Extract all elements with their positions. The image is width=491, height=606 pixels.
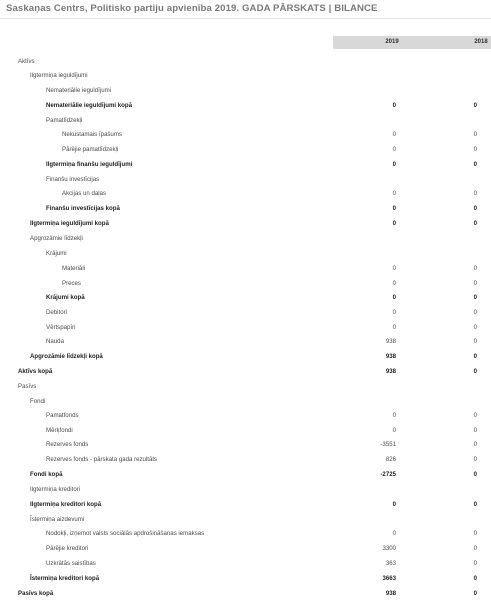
table-row (0, 588, 491, 602)
row-label: Uzkrātās saistības (46, 560, 96, 567)
row-label: Aktīvs kopā (18, 368, 53, 375)
table-row (0, 425, 491, 439)
value-2019: 938 (385, 590, 396, 597)
row-label: Nemateriālie ieguldījumi kopā (46, 102, 133, 109)
value-2019: 0 (392, 220, 396, 227)
table-row (0, 278, 491, 292)
value-2018: 0 (473, 501, 477, 508)
value-2018: 0 (473, 309, 477, 316)
table-row (0, 203, 491, 217)
table-row (0, 514, 491, 528)
value-2018: 0 (473, 280, 477, 287)
value-2019: 0 (392, 265, 396, 272)
row-label: Ilgtermiņa kreditori kopā (30, 501, 102, 508)
row-label: Īstermiņa kreditori kopā (30, 575, 100, 582)
table-row (0, 439, 491, 453)
value-2019: 0 (392, 412, 396, 419)
title-divider (0, 18, 491, 19)
value-2019: -2725 (380, 471, 396, 478)
row-label: Aktīvs (18, 58, 35, 65)
value-2019: 0 (392, 131, 396, 138)
row-label: Pasīvs kopā (18, 590, 54, 597)
table-row (0, 248, 491, 262)
value-2019: 363 (385, 560, 396, 567)
table-row (0, 188, 491, 202)
value-2019: 0 (392, 294, 396, 301)
row-label: Finanšu investīcijas (46, 176, 100, 183)
table-row (0, 543, 491, 557)
value-2019: 826 (385, 456, 396, 463)
table-row (0, 263, 491, 277)
value-2019: 938 (385, 368, 396, 375)
table-row (0, 469, 491, 483)
row-label: Pasīvs (18, 383, 37, 390)
row-label: Pārējie kreditori (46, 545, 89, 552)
table-row (0, 336, 491, 350)
value-2019: 0 (392, 501, 396, 508)
row-label: Krājumi kopā (46, 294, 85, 301)
row-label: Pamatlīdzekļi (46, 117, 83, 124)
row-label: Rezerves fonds (46, 441, 89, 448)
row-label: Ilgtermiņa finanšu ieguldījumi (46, 161, 133, 168)
value-2019: 938 (385, 353, 396, 360)
value-2018: 0 (473, 102, 477, 109)
table-row (0, 366, 491, 380)
row-label: Ilgtermiņa ieguldījumi kopā (30, 220, 109, 227)
table-row (0, 70, 491, 84)
row-label: Pamatfonds (46, 412, 79, 419)
value-2019: 0 (392, 427, 396, 434)
value-2018: 0 (473, 471, 477, 478)
table-row (0, 233, 491, 247)
row-label: Krājumi (46, 250, 67, 257)
column-header-2019: 2019 (385, 39, 399, 45)
table-row (0, 144, 491, 158)
row-label: Īstermiņa aizdevumi (30, 516, 85, 523)
row-label: Fondi (30, 398, 46, 405)
value-2019: 0 (392, 102, 396, 109)
row-label: Pārējie pamatlīdzekļi (62, 146, 119, 153)
value-2018: 0 (473, 338, 477, 345)
row-label: Apgrozāmie līdzekļi (30, 235, 83, 242)
row-label: Ilgtermiņa ieguldījumi (30, 72, 88, 79)
table-row (0, 484, 491, 498)
row-label: Nemateriālie ieguldījumi (46, 87, 112, 94)
table-row (0, 100, 491, 114)
table-row (0, 454, 491, 468)
table-row (0, 396, 491, 410)
row-label: Ilgtermiņa kreditori (30, 486, 81, 493)
row-label: Materiāli (62, 265, 86, 272)
value-2018: 0 (473, 353, 477, 360)
value-2018: 0 (473, 220, 477, 227)
row-label: Apgrozāmie līdzekļi kopā (30, 353, 103, 360)
table-row (0, 174, 491, 188)
value-2019: 0 (392, 309, 396, 316)
value-2019: 938 (385, 338, 396, 345)
value-2018: 0 (473, 294, 477, 301)
value-2018: 0 (473, 412, 477, 419)
table-row (0, 322, 491, 336)
value-2019: 3300 (382, 545, 396, 552)
table-row (0, 410, 491, 424)
value-2019: 0 (392, 190, 396, 197)
row-label: Debitori (46, 309, 67, 316)
row-label: Akcijas un daļas (62, 190, 107, 197)
value-2019: 0 (392, 161, 396, 168)
value-2018: 0 (473, 427, 477, 434)
value-2019: 3663 (382, 575, 396, 582)
table-row (0, 499, 491, 513)
value-2018: 0 (473, 205, 477, 212)
table-row (0, 218, 491, 232)
value-2018: 0 (473, 131, 477, 138)
table-row (0, 307, 491, 321)
table-row (0, 115, 491, 129)
table-row (0, 56, 491, 70)
row-label: Fondi kopā (30, 471, 63, 478)
table-row (0, 85, 491, 99)
table-row (0, 129, 491, 143)
table-row (0, 159, 491, 173)
value-2018: 0 (473, 560, 477, 567)
value-2018: 0 (473, 190, 477, 197)
table-row (0, 381, 491, 395)
row-label: Finanšu investīcijas kopā (46, 205, 120, 212)
row-label: Rezerves fonds - pārskata gada rezultāts (46, 456, 158, 463)
row-label: Nekustamais īpašums (62, 131, 122, 138)
value-2019: 0 (392, 146, 396, 153)
table-row (0, 573, 491, 587)
value-2018: 0 (473, 545, 477, 552)
table-row (0, 558, 491, 572)
row-label: Nauda (46, 338, 64, 345)
row-label: Preces (62, 280, 81, 287)
row-label: Nodokļi, izņemot valsts sociālās apdrošināšanas iemaksas (46, 530, 205, 537)
value-2018: 0 (473, 265, 477, 272)
value-2018: 0 (473, 441, 477, 448)
row-label: Vērtspapīri (46, 324, 76, 331)
row-label: Mērķfondi (46, 427, 73, 434)
column-header-2018: 2018 (474, 39, 488, 45)
table-row (0, 351, 491, 365)
value-2018: 0 (473, 575, 477, 582)
table-row (0, 292, 491, 306)
value-2018: 0 (473, 161, 477, 168)
value-2018: 0 (473, 146, 477, 153)
value-2018: 0 (473, 590, 477, 597)
table-row (0, 528, 491, 542)
value-2018: 0 (473, 530, 477, 537)
value-2019: 0 (392, 530, 396, 537)
value-2018: 0 (473, 324, 477, 331)
value-2019: -3551 (380, 441, 396, 448)
value-2019: 0 (392, 205, 396, 212)
value-2018: 0 (473, 368, 477, 375)
value-2018: 0 (473, 456, 477, 463)
report-title: Saskaņas Centrs, Politisko partiju apvienība 2019. GADA PĀRSKATS | BILANCE (6, 3, 378, 14)
value-2019: 0 (392, 324, 396, 331)
value-2019: 0 (392, 280, 396, 287)
